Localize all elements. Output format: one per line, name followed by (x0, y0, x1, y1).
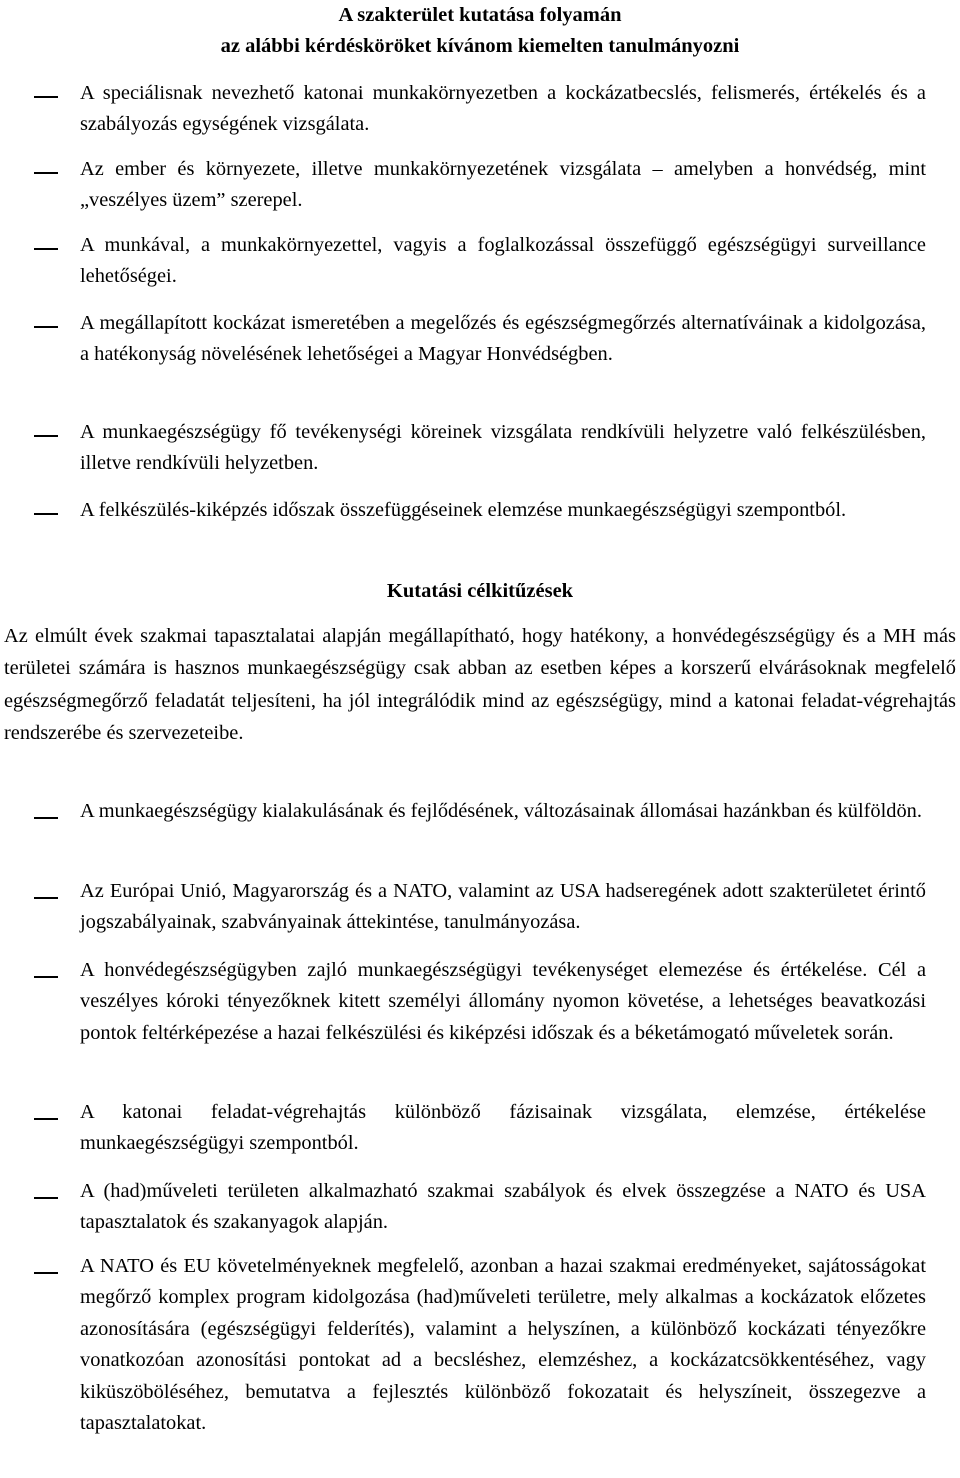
list-item-text: A munkaegészségügy fő tevékenységi köreinek vizsgálata rendkívüli helyzetre való felkészülésben, illetve rendkívüli helyzetben. (80, 421, 926, 474)
list-item-text: A felkészülés-kiképzés időszak összefüggéseinek elemzése munkaegészségügyi szempontból. (80, 499, 847, 521)
list-item (34, 1097, 926, 1160)
list-item-text: Az Európai Unió, Magyarország és a NATO, valamint az USA hadseregének adott szakterületet érintő jogszabályainak, szabványainak áttekintése, tanulmányozása. (80, 880, 926, 934)
list-item (34, 955, 926, 1049)
dash-bullet-icon (34, 96, 58, 98)
list-item (34, 154, 926, 216)
dash-bullet-icon (34, 435, 58, 437)
list-item-text: A munkával, a munkakörnyezettel, vagyis a foglalkozással összefüggő egészségügyi surveillance lehetőségei. (80, 234, 926, 287)
dash-bullet-icon (34, 248, 58, 250)
dash-bullet-icon (34, 326, 58, 328)
list-item-text: A megállapított kockázat ismeretében a megelőzés és egészségmegőrzés alternatíváinak a kidolgozása, a hatékonyság növelésének lehetőségei a Magyar Honvédségben. (80, 312, 926, 365)
list-item-text: A NATO és EU követelményeknek megfelelő, azonban a hazai szakmai eredményeket, sajátosságokat megőrző komplex program kidolgozása (had)műveleti területre, mely alkalmas a kockázatok előzetes azonosítására (egészségügyi felderítés), valamint a helyszínen, a különböző kockázati tényezőkre vonatkozóan azonosítási pontokat ad a becsléshez, elemzéshez, a kockázatcsökkentéséhez, vagy kiküszöböléséhez, bemutatva a fejlesztés különböző fokozatait és helyszíneit, összegezve a tapasztalatokat. (80, 1255, 926, 1435)
list-item-text: A katonai feladat-végrehajtás különböző fázisainak vizsgálata, elemzése, értékelése munkaegészségügyi szempontból. (80, 1101, 926, 1155)
section-heading: Kutatási célkitűzések (386, 580, 574, 602)
list-item (34, 78, 926, 140)
dash-bullet-icon (34, 897, 58, 899)
list-item (34, 876, 926, 939)
list-item (34, 308, 926, 370)
dash-bullet-icon (34, 172, 58, 174)
intro-title-line-1: A szakterület kutatása folyamán (338, 4, 622, 26)
dash-bullet-icon (34, 513, 58, 515)
list-item-text: A honvédegészségügyben zajló munkaegészségügyi tevékenységet elemezése és értékelése. Cél a veszélyes kóroki tényezőknek kitett személyi állomány nyomon követése, a lehetséges beavatkozási pontok feltérképezése a hazai felkészülési és kiképzési időszak és a béketámogató műveletek során. (80, 959, 926, 1044)
list-item (34, 230, 926, 292)
list-item-text: Az ember és környezete, illetve munkakörnyezetének vizsgálata – amelyben a honvédség, mint „veszélyes üzem” szerepel. (80, 158, 926, 211)
dash-bullet-icon (34, 1197, 58, 1199)
section-paragraph: Az elmúlt évek szakmai tapasztalatai alapján megállapítható, hogy hatékony, a honvédegészségügy és a MH más területei számára is hasznos munkaegészségügy csak abban az esetben képes a korszerű elvárásoknak megfelelő egészségmegőrző feladatát teljesíteni, ha jól integrálódik mind az egészségügy, mind a katonai feladat-végrehajtás rendszerébe és szervezeteibe. (4, 625, 956, 745)
dash-bullet-icon (34, 1118, 58, 1120)
list-item (34, 1251, 926, 1439)
dash-bullet-icon (34, 817, 58, 819)
dash-bullet-icon (34, 976, 58, 978)
list-item (34, 417, 926, 479)
list-item-text: A munkaegészségügy kialakulásának és fejlődésének, változásainak állomásai hazánkban és külföldön. (80, 800, 922, 822)
list-item-text: A speciálisnak nevezhető katonai munkakörnyezetben a kockázatbecslés, felismerés, értékelés és a szabályozás egységének vizsgálata. (80, 82, 926, 135)
list-item (34, 495, 926, 526)
list-item-text: A (had)műveleti területen alkalmazható szakmai szabályok és elvek összegzése a NATO és USA tapasztalatok és szakanyagok alapján. (80, 1180, 926, 1234)
dash-bullet-icon (34, 1272, 58, 1274)
list-item (34, 796, 926, 827)
intro-title-line-2: az alábbi kérdésköröket kívánom kiemelten tanulmányozni (220, 35, 740, 57)
list-item (34, 1176, 926, 1239)
